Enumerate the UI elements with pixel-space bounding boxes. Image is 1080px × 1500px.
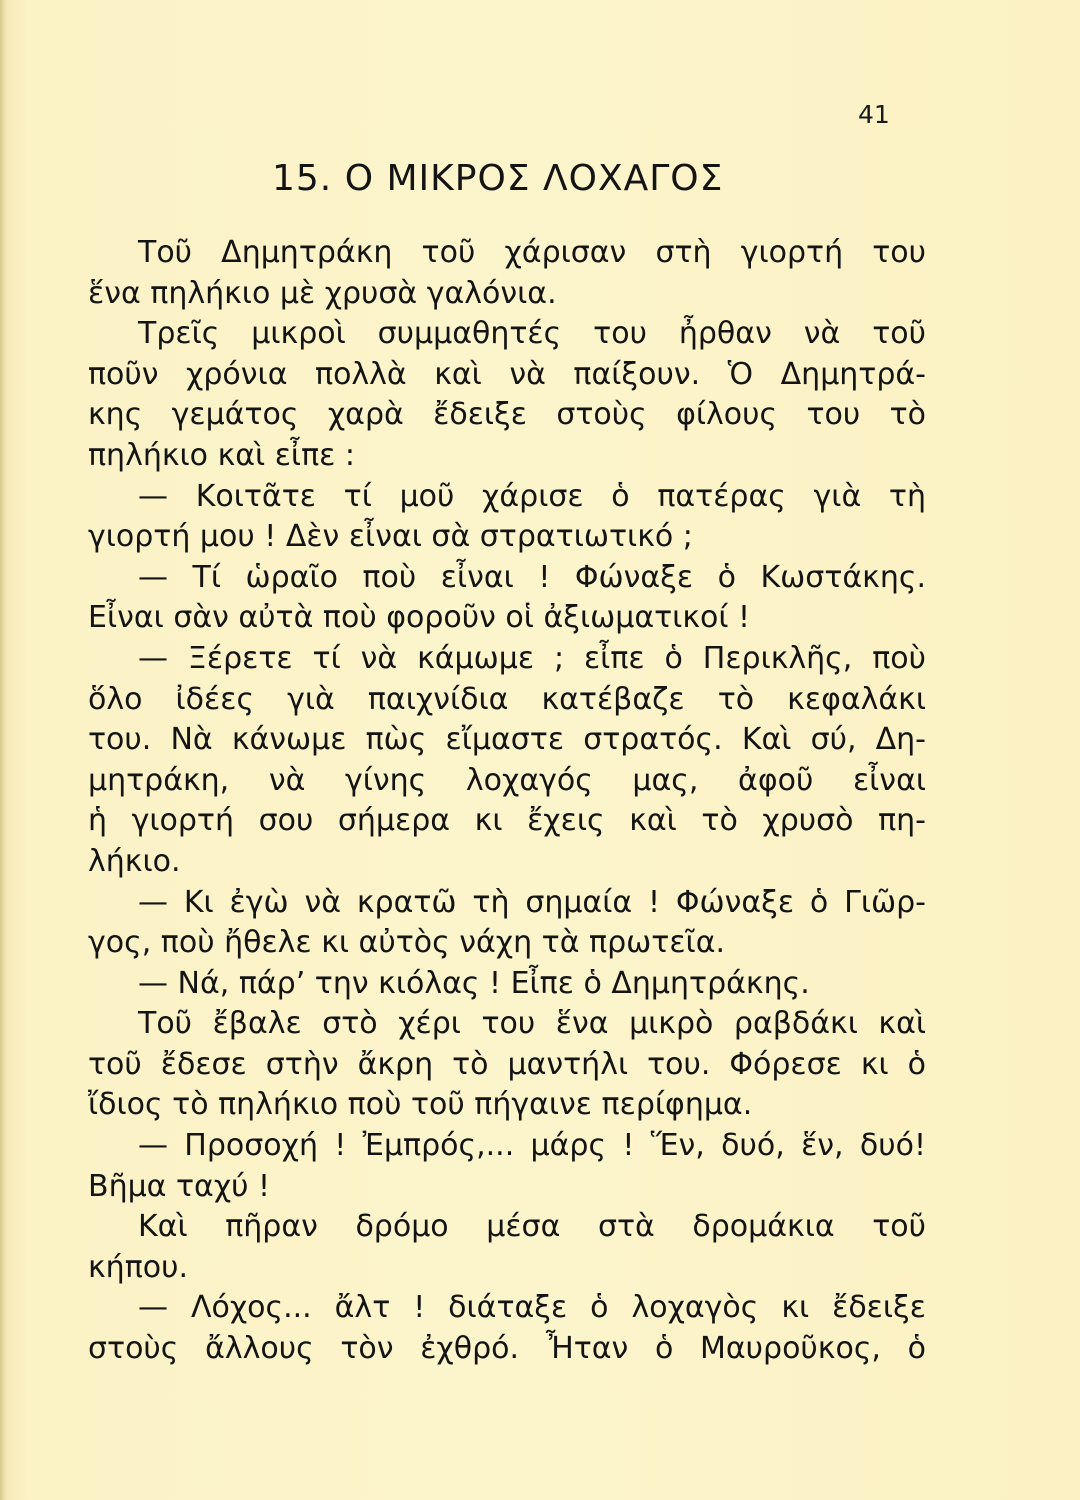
body-text <box>88 233 926 1370</box>
text-line: — Ξέρετε τί νὰ κάμωμε ; εἶπε ὁ Περικλῆς, ποὺ <box>138 640 926 676</box>
text-line: Καὶ πῆραν δρόμο μέσα στὰ δρομάκια τοῦ <box>138 1209 926 1245</box>
text-line: λήκιο. <box>88 843 181 879</box>
text-line: στοὺς ἄλλους τὸν ἐχθρό. Ἦταν ὁ Μαυροῦκος, ὁ <box>88 1331 926 1367</box>
text-line: — Κι ἐγὼ νὰ κρατῶ τὴ σημαία ! Φώναξε ὁ Γιῶρ- <box>138 884 926 920</box>
text-line: Τοῦ ἔβαλε στὸ χέρι του ἕνα μικρὸ ραβδάκι καὶ <box>138 1006 926 1042</box>
text-line: Τρεῖς μικροὶ συμμαθητές του ἦρθαν νὰ τοῦ <box>138 316 926 352</box>
text-line: πηλήκιο καὶ εἶπε : <box>88 437 355 473</box>
text-line: ὅλο ἰδέες γιὰ παιχνίδια κατέβαζε τὸ κεφαλάκι <box>88 681 926 717</box>
text-line: κης γεμάτος χαρὰ ἔδειξε στοὺς φίλους του τὸ <box>88 397 926 433</box>
text-line: του. Νὰ κάνωμε πὼς εἴμαστε στρατός. Καὶ σύ, Δη- <box>88 722 926 758</box>
text-line: Βῆμα ταχύ ! <box>88 1168 271 1204</box>
text-line: γιορτή μου ! Δὲν εἶναι σὰ στρατιωτικό ; <box>88 519 693 555</box>
page-binding-edge <box>0 0 6 1500</box>
chapter-title: 15. Ο ΜΙΚΡΟΣ ΛΟΧΑΓΟΣ <box>272 158 724 199</box>
text-line: — Νά, πάρ’ την κιόλας ! Εἶπε ὁ Δημητράκης. <box>138 965 810 1001</box>
text-line: ἕνα πηλήκιο μὲ χρυσὰ γαλόνια. <box>88 275 557 311</box>
text-line: — Κοιτᾶτε τί μοῦ χάρισε ὁ πατέρας γιὰ τὴ <box>138 478 926 514</box>
text-line: Τοῦ Δημητράκη τοῦ χάρισαν στὴ γιορτή του <box>138 235 926 270</box>
text-line: — Προσοχή ! Ἐμπρός,... μάρς ! Ἕν, δυό, ἕν, δυό! <box>138 1128 926 1164</box>
text-line: γος, ποὺ ἤθελε κι αὐτὸς νάχη τὰ πρωτεῖα. <box>88 925 726 961</box>
text-line: — Λόχος... ἄλτ ! διάταξε ὁ λοχαγὸς κι ἔδειξε <box>138 1290 926 1326</box>
text-line: ποῦν χρόνια πολλὰ καὶ νὰ παίξουν. Ὁ Δημητρά- <box>88 356 926 392</box>
text-line: μητράκη, νὰ γίνης λοχαγός μας, ἀφοῦ εἶναι <box>88 762 926 798</box>
text-line: κήπου. <box>88 1249 189 1285</box>
text-line: ἴδιος τὸ πηλήκιο ποὺ τοῦ πήγαινε περίφημα. <box>88 1087 753 1123</box>
text-line: Εἶναι σὰν αὐτὰ ποὺ φοροῦν οἱ ἀξιωματικοί ! <box>88 600 751 636</box>
text-line: — Τί ὡραῖο ποὺ εἶναι ! Φώναξε ὁ Κωστάκης. <box>138 559 926 595</box>
text-line: ἡ γιορτή σου σήμερα κι ἔχεις καὶ τὸ χρυσὸ πη- <box>88 803 926 839</box>
page-number: 41 <box>858 100 890 129</box>
text-line: τοῦ ἔδεσε στὴν ἄκρη τὸ μαντήλι του. Φόρεσε κι ὁ <box>88 1046 926 1082</box>
